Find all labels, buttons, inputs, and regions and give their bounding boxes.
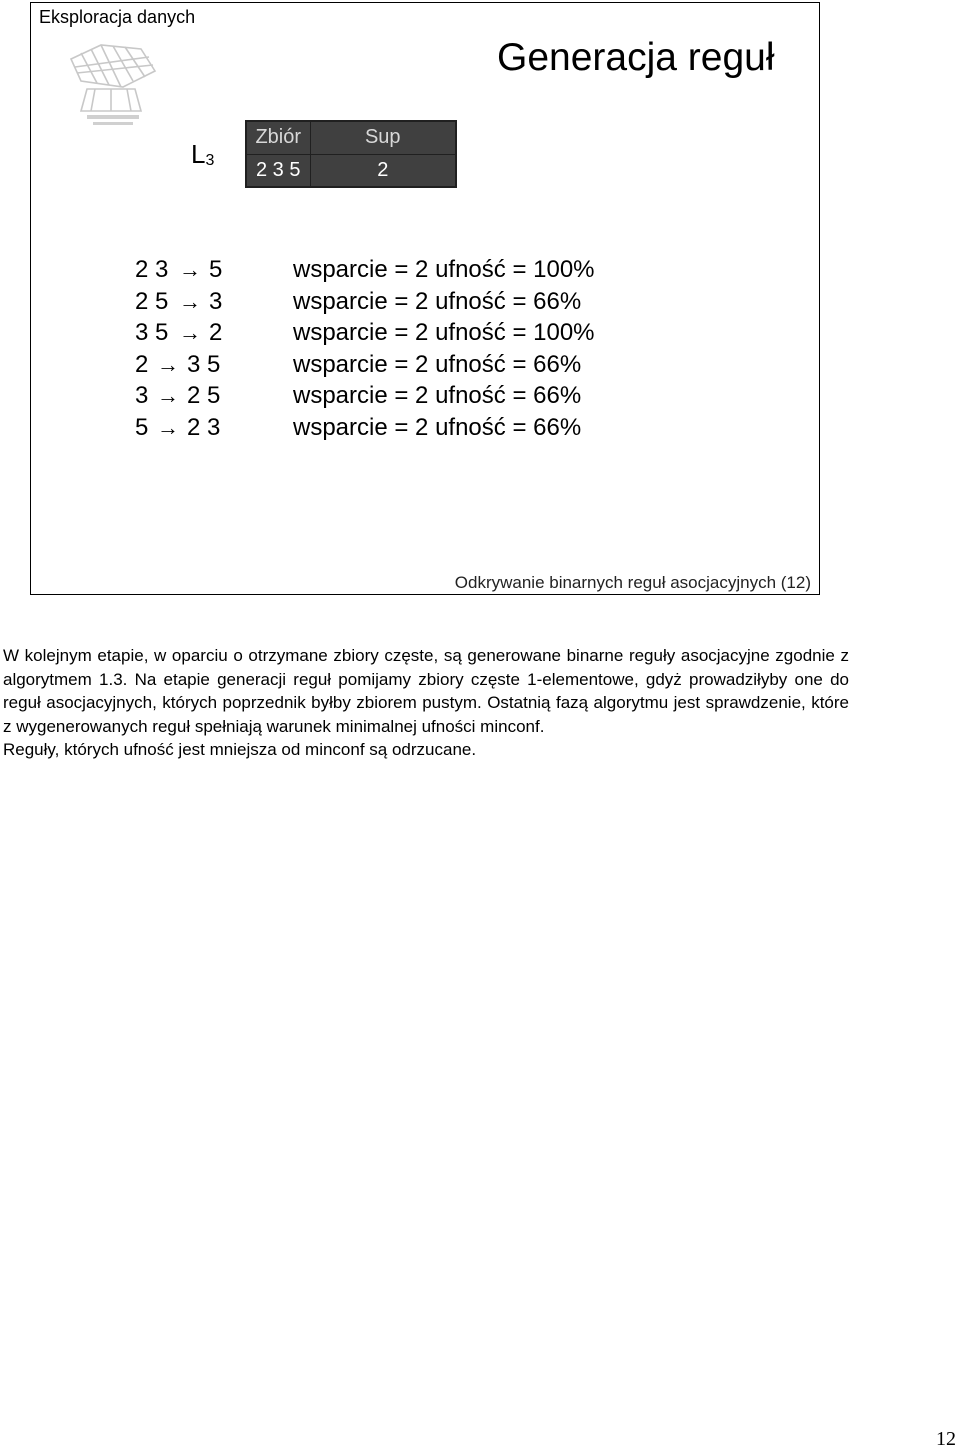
rule-arrow-icon: →	[157, 414, 179, 440]
rule-consequent: 3 5	[187, 350, 221, 378]
rule-metrics: wsparcie = 2 ufność = 66%	[293, 350, 582, 378]
table-cell-support: 2	[377, 158, 389, 181]
rule-metrics: wsparcie = 2 ufność = 100%	[293, 319, 595, 346]
rule-consequent: 2	[209, 319, 223, 346]
rule-consequent: 2 5	[187, 382, 221, 409]
itemset-table	[245, 120, 457, 188]
rule-arrow-icon: →	[179, 320, 201, 345]
rule-metrics: wsparcie = 2 ufność = 66%	[293, 413, 582, 441]
rule-metrics: wsparcie = 2 ufność = 66%	[293, 382, 582, 409]
slide-title: Generacja reguł	[497, 36, 775, 79]
rule-antecedent: 2	[135, 350, 149, 378]
section-label: Eksploracja danych	[39, 7, 196, 27]
table-header-row	[246, 121, 456, 154]
rule-consequent: 3	[209, 287, 223, 315]
header-cell-set: Zbiór	[246, 121, 310, 154]
body-text	[3, 644, 849, 762]
rule-antecedent: 5	[135, 413, 149, 441]
slide-frame	[30, 2, 820, 595]
university-logo-icon	[57, 37, 167, 133]
rule-arrow-icon: →	[157, 351, 179, 377]
rule-consequent: 5	[209, 256, 223, 283]
body-paragraph-last-line: Reguły, których ufność jest mniejsza od minconf są odrzucane.	[3, 740, 477, 759]
itemset-label	[191, 139, 214, 170]
itemset-label-subscript: 3	[205, 152, 215, 169]
rule-antecedent: 3	[135, 382, 149, 409]
rule-antecedent: 3 5	[135, 319, 169, 346]
body-paragraph: W kolejnym etapie, w oparciu o otrzymane zbiory częste, są generowane binarne reguły asocjacyjne zgodnie z algorytmem 1.3. Na etapie generacji reguł pomijamy zbiory częste 1-elementowe, gdyż prowadziłyby one do reguł asocjacyjnych, których poprzednik byłby zbiorem pustym. Ostatnią fazą algorytmu jest sprawdzenie, które z wygenerowanych reguł spełniają warunek minimalnej ufności minconf.	[3, 646, 849, 736]
rule-antecedent: 2 3	[135, 256, 169, 283]
table-row	[246, 154, 456, 187]
rule-antecedent: 2 5	[135, 287, 169, 315]
rule-arrow-icon: →	[179, 288, 201, 314]
rule-arrow-icon: →	[179, 257, 201, 282]
slide-footer: Odkrywanie binarnych reguł asocjacyjnych (12)	[454, 573, 811, 592]
page-number: 12	[936, 1428, 956, 1450]
rule-metrics: wsparcie = 2 ufność = 66%	[293, 287, 582, 315]
rule-consequent: 2 3	[187, 413, 221, 441]
rule-arrow-icon: →	[157, 383, 179, 408]
header-cell-support: Sup	[310, 121, 456, 154]
table-cell-set: 2 3 5	[246, 154, 310, 187]
itemset-label-letter: L	[191, 139, 206, 169]
rule-metrics: wsparcie = 2 ufność = 100%	[293, 256, 595, 283]
